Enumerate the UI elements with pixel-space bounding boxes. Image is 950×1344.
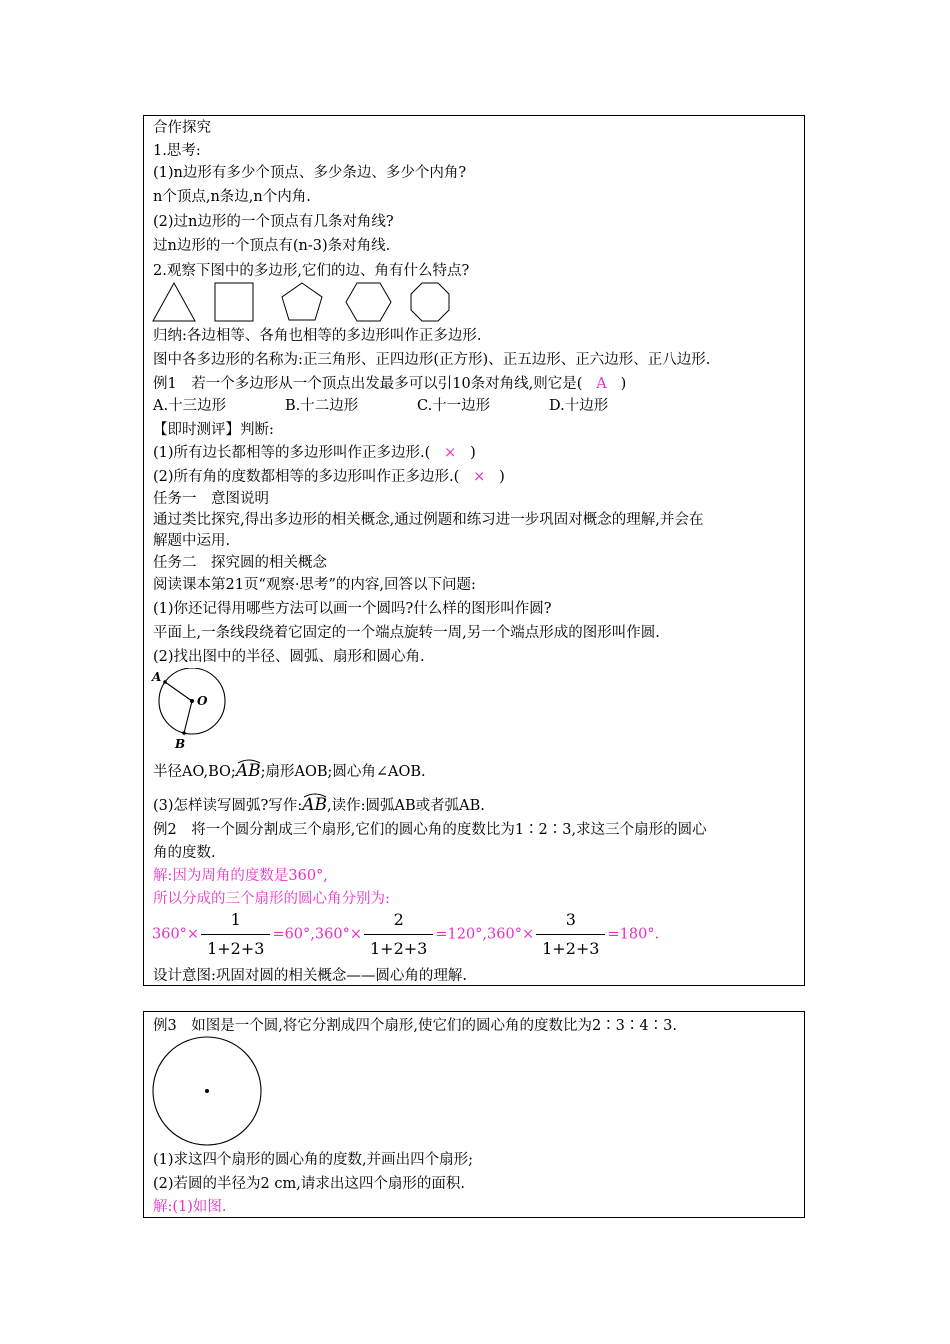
fraction-1-numerator: 1 (201, 909, 270, 935)
label-a: A (152, 670, 162, 684)
arc-ab-written: AB (302, 793, 327, 815)
arc-mark-icon (237, 758, 261, 764)
circle-question-3 (153, 793, 485, 816)
solution-calculation (152, 909, 659, 960)
lesson-table-2 (143, 1011, 805, 1218)
point-o (190, 699, 194, 703)
question-1: (1)n边形有多少个顶点、多少条边、多少个内角? (153, 165, 467, 181)
example-3-question-1: (1)求这四个扇形的圆心角的度数,并画出四个扇形; (153, 1152, 474, 1168)
answer-1: n个顶点,n条边,n个内角. (153, 189, 311, 205)
example-2-line-2: 角的度数. (153, 845, 216, 861)
example-1-answer: A (596, 376, 607, 392)
quiz-item-1-close: ) (470, 445, 476, 461)
question-2: (2)过n边形的一个顶点有几条对角线? (153, 214, 394, 230)
circle-aob-figure (148, 668, 238, 752)
triangle-shape (153, 283, 195, 321)
task-1-text-line-1: 通过类比探究,得出多边形的相关概念,通过例题和练习进一步巩固对概念的理解,并会在 (153, 512, 704, 528)
circle-answer-2-part-2: ;扇形AOB;圆心角∠AOB. (260, 764, 426, 780)
arc-mark-icon (303, 792, 327, 798)
quiz-item-1-answer: × (444, 445, 457, 461)
circle-answer-1: 平面上,一条线段绕着它固定的一个端点旋转一周,另一个端点形成的图形叫作圆. (153, 625, 660, 641)
example-3-solution: 解:(1)如图. (153, 1199, 227, 1215)
circle-question-1: (1)你还记得用哪些方法可以画一个圆吗?什么样的图形叫作圆? (153, 601, 552, 617)
task-1-text-line-2: 解题中运用. (153, 533, 231, 549)
fraction-2-denominator: 1+2+3 (369, 939, 428, 958)
circle-center-point (205, 1089, 209, 1093)
example-2-line-1: 例2 将一个圆分割成三个扇形,它们的圆心角的度数比为1∶2∶3,求这三个扇形的圆心 (153, 822, 707, 838)
quiz-item-1 (153, 443, 476, 463)
example-1-close: ) (620, 376, 627, 392)
example-3: 例3 如图是一个圆,将它分割成四个扇形,使它们的圆心角的度数比为2∶3∶4∶3. (153, 1018, 677, 1034)
label-o: O (197, 694, 208, 708)
calc-term-3: =120°,360°× (435, 926, 535, 943)
example-1-text: 例1 若一个多边形从一个顶点出发最多可以引10条对角线,则它是( (153, 376, 583, 392)
section-heading: 合作探究 (153, 120, 211, 136)
point-b (182, 731, 186, 735)
arc-ab-symbol: AB (236, 759, 261, 781)
circle-question-3-part-2: ,读作:圆弧AB或者弧AB. (326, 798, 485, 814)
example-1-options (153, 396, 681, 416)
fraction-3-denominator: 1+2+3 (542, 939, 600, 958)
example-1 (153, 374, 626, 394)
point-a (163, 680, 167, 684)
quiz-item-2-close: ) (499, 469, 505, 485)
label-b: B (175, 737, 186, 751)
circle-answer-2 (153, 759, 426, 782)
circle-figure (151, 1036, 263, 1148)
circle-question-2: (2)找出图中的半径、圆弧、扇形和圆心角. (153, 649, 425, 665)
option-d: D.十边形 (549, 398, 609, 414)
calc-term-2: =60°,360°× (272, 926, 362, 943)
answer-2: 过n边形的一个顶点有(n-3)条对角线. (153, 238, 391, 254)
regular-polygons-figure (152, 281, 452, 323)
think-label: 1.思考: (153, 143, 201, 159)
octagon-shape (411, 283, 449, 321)
option-b: B.十二边形 (285, 398, 359, 414)
square-shape (215, 283, 253, 321)
fraction-2 (364, 909, 433, 960)
quiz-title: 【即时测评】判断: (153, 422, 274, 438)
fraction-2-numerator: 2 (364, 909, 433, 935)
question-3: 2.观察下图中的多边形,它们的边、角有什么特点? (153, 263, 470, 279)
design-intent: 设计意图:巩固对圆的相关概念——圆心角的理解. (153, 968, 467, 984)
circle-question-3-part-1: (3)怎样读写圆弧?写作: (153, 798, 303, 814)
reading-instruction: 阅读课本第21页“观察·思考”的内容,回答以下问题: (153, 577, 476, 593)
fraction-3-numerator: 3 (536, 909, 605, 935)
task-1-title: 任务一 意图说明 (153, 491, 269, 507)
option-c: C.十一边形 (417, 398, 491, 414)
option-a: A.十三边形 (153, 398, 227, 414)
quiz-item-1-text: (1)所有边长都相等的多边形叫作正多边形.( (153, 445, 431, 461)
radius-bo (184, 701, 192, 733)
fraction-1-denominator: 1+2+3 (207, 939, 265, 958)
fraction-1 (201, 909, 270, 960)
fraction-3 (536, 909, 605, 960)
circle-answer-2-part-1: 半径AO,BO; (153, 764, 236, 780)
solution-line-1: 解:因为周角的度数是360°, (153, 868, 328, 884)
radius-ao (165, 682, 192, 701)
calc-term-4: =180°. (607, 926, 660, 943)
calc-term-1: 360°× (152, 926, 200, 943)
example-3-question-2: (2)若圆的半径为2 cm,请求出这四个扇形的面积. (153, 1176, 465, 1192)
pentagon-shape (282, 283, 322, 320)
quiz-item-2-text: (2)所有角的度数都相等的多边形叫作正多边形.( (153, 469, 460, 485)
task-2-title: 任务二 探究圆的相关概念 (153, 555, 327, 571)
polygon-names: 图中各多边形的名称为:正三角形、正四边形(正方形)、正五边形、正六边形、正八边形. (153, 352, 711, 368)
lesson-table-1 (143, 115, 805, 986)
quiz-item-2-answer: × (473, 469, 486, 485)
hexagon-shape (346, 283, 391, 321)
quiz-item-2 (153, 467, 505, 487)
solution-line-2: 所以分成的三个扇形的圆心角分别为: (153, 891, 390, 907)
summary-line: 归纳:各边相等、各角也相等的多边形叫作正多边形. (153, 328, 482, 344)
